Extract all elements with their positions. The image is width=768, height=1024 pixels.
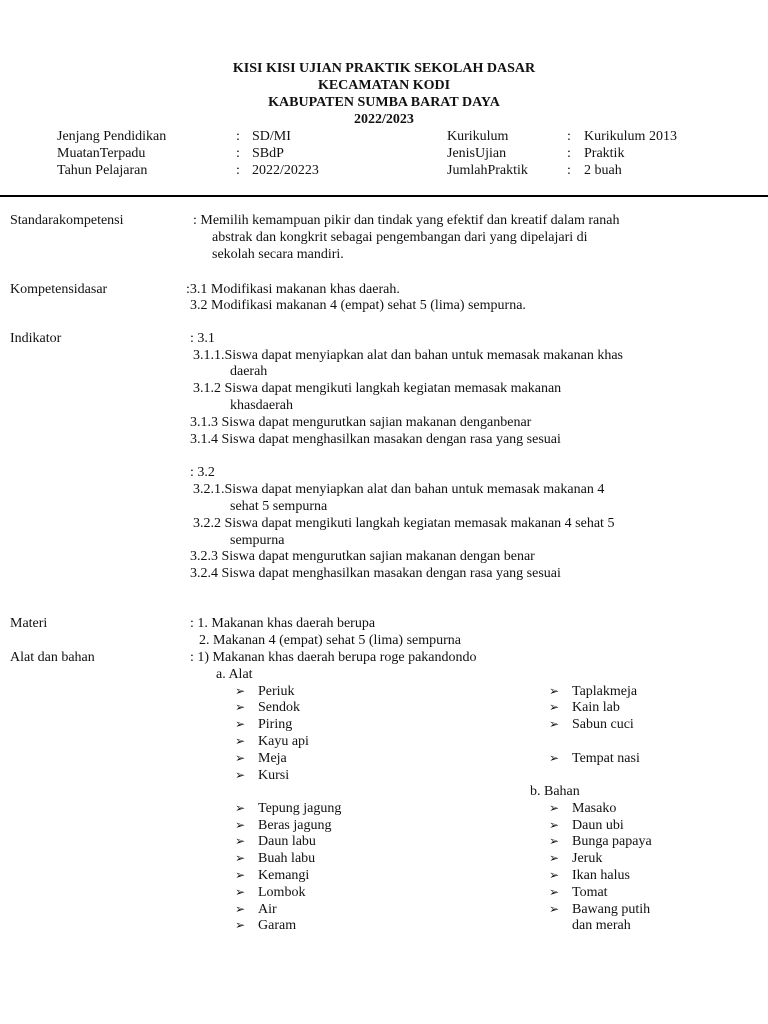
arrow-bullet-icon: ➢ bbox=[235, 902, 246, 916]
list-item: Beras jagung bbox=[258, 818, 332, 833]
list-item: Kursi bbox=[258, 768, 290, 783]
list-item: Kemangi bbox=[258, 868, 310, 883]
arrow-bullet-icon: ➢ bbox=[235, 918, 246, 932]
materi-label: Materi bbox=[10, 616, 48, 631]
arrow-bullet-icon: ➢ bbox=[235, 818, 246, 832]
materi-item: 2. Makanan 4 (empat) sehat 5 (lima) sempurna bbox=[199, 633, 462, 648]
list-item: Jeruk bbox=[572, 851, 603, 866]
arrow-bullet-icon: ➢ bbox=[549, 700, 560, 714]
list-item: Tempat nasi bbox=[572, 751, 640, 766]
arrow-bullet-icon: ➢ bbox=[549, 818, 560, 832]
info-separator: : bbox=[236, 146, 240, 161]
list-item: Sabun cuci bbox=[572, 717, 634, 732]
list-item: Taplakmeja bbox=[572, 684, 638, 699]
indikator-item: sempurna bbox=[230, 533, 285, 548]
indikator-heading: : 3.1 bbox=[190, 331, 215, 346]
info-label: Tahun Pelajaran bbox=[57, 163, 148, 178]
info-separator: : bbox=[236, 163, 240, 178]
list-item: Daun labu bbox=[258, 834, 316, 849]
arrow-bullet-icon: ➢ bbox=[549, 801, 560, 815]
arrow-bullet-icon: ➢ bbox=[235, 885, 246, 899]
indikator-item: 3.1.1.Siswa dapat menyiapkan alat dan bahan untuk memasak makanan khas bbox=[193, 348, 623, 363]
indikator-heading: : 3.2 bbox=[190, 465, 215, 480]
info-label: Kurikulum bbox=[447, 129, 509, 144]
kd-item: 3.2 Modifikasi makanan 4 (empat) sehat 5 (lima) sempurna. bbox=[190, 298, 526, 313]
arrow-bullet-icon: ➢ bbox=[549, 751, 560, 765]
list-item: Tepung jagung bbox=[258, 801, 342, 816]
title-line-1: KISI KISI UJIAN PRAKTIK SEKOLAH DASAR bbox=[232, 61, 536, 76]
info-value: SBdP bbox=[252, 146, 284, 161]
list-item: Ikan halus bbox=[572, 868, 630, 883]
sk-text: abstrak dan kongkrit sebagai pengembangan dari yang dipelajari di bbox=[212, 230, 588, 245]
arrow-bullet-icon: ➢ bbox=[235, 684, 246, 698]
materi-item: : 1. Makanan khas daerah berupa bbox=[190, 616, 376, 631]
arrow-bullet-icon: ➢ bbox=[549, 885, 560, 899]
arrow-bullet-icon: ➢ bbox=[549, 684, 560, 698]
arrow-bullet-icon: ➢ bbox=[549, 851, 560, 865]
list-item: Masako bbox=[572, 801, 617, 816]
info-label: Jenjang Pendidikan bbox=[57, 129, 167, 144]
indikator-label: Indikator bbox=[10, 331, 62, 346]
info-separator: : bbox=[567, 163, 571, 178]
info-value: Kurikulum 2013 bbox=[584, 129, 677, 144]
kd-item: :3.1 Modifikasi makanan khas daerah. bbox=[186, 282, 400, 297]
info-separator: : bbox=[567, 129, 571, 144]
sk-label: Standarakompetensi bbox=[10, 213, 124, 228]
arrow-bullet-icon: ➢ bbox=[549, 834, 560, 848]
list-item: Piring bbox=[258, 717, 293, 732]
arrow-bullet-icon: ➢ bbox=[235, 768, 246, 782]
info-label: MuatanTerpadu bbox=[57, 146, 146, 161]
arrow-bullet-icon: ➢ bbox=[235, 801, 246, 815]
title-line-3: KABUPATEN SUMBA BARAT DAYA bbox=[268, 95, 500, 110]
info-separator: : bbox=[236, 129, 240, 144]
sk-text: sekolah secara mandiri. bbox=[212, 247, 344, 262]
list-item-continuation: dan merah bbox=[572, 918, 631, 933]
indikator-item: 3.2.1.Siswa dapat menyiapkan alat dan bahan untuk memasak makanan 4 bbox=[193, 482, 605, 497]
arrow-bullet-icon: ➢ bbox=[235, 717, 246, 731]
kd-label: Kompetensidasar bbox=[10, 282, 108, 297]
arrow-bullet-icon: ➢ bbox=[235, 751, 246, 765]
info-label: JenisUjian bbox=[447, 146, 507, 161]
list-item: Meja bbox=[258, 751, 287, 766]
alat-bahan-label: Alat dan bahan bbox=[10, 650, 95, 665]
list-item: Bawang putih bbox=[572, 902, 651, 917]
arrow-bullet-icon: ➢ bbox=[549, 717, 560, 731]
list-item: Garam bbox=[258, 918, 297, 933]
list-item: Periuk bbox=[258, 684, 295, 699]
arrow-bullet-icon: ➢ bbox=[549, 902, 560, 916]
list-item: Daun ubi bbox=[572, 818, 624, 833]
bahan-heading: b. Bahan bbox=[530, 784, 580, 799]
info-value: Praktik bbox=[584, 146, 625, 161]
header-divider bbox=[0, 195, 768, 197]
info-value: SD/MI bbox=[252, 129, 291, 144]
indikator-item: 3.2.3 Siswa dapat mengurutkan sajian makanan dengan benar bbox=[190, 549, 535, 564]
indikator-item: khasdaerah bbox=[230, 398, 293, 413]
list-item: Sendok bbox=[258, 700, 300, 715]
indikator-item: sehat 5 sempurna bbox=[230, 499, 328, 514]
title-year: 2022/2023 bbox=[354, 112, 414, 127]
list-item: Lombok bbox=[258, 885, 306, 900]
info-value: 2 buah bbox=[584, 163, 622, 178]
list-item: Kain lab bbox=[572, 700, 620, 715]
arrow-bullet-icon: ➢ bbox=[235, 734, 246, 748]
arrow-bullet-icon: ➢ bbox=[235, 851, 246, 865]
indikator-item: 3.1.3 Siswa dapat mengurutkan sajian makanan denganbenar bbox=[190, 415, 532, 430]
title-line-2: KECAMATAN KODI bbox=[317, 78, 451, 93]
indikator-item: daerah bbox=[230, 364, 268, 379]
info-separator: : bbox=[567, 146, 571, 161]
info-label: JumlahPraktik bbox=[447, 163, 528, 178]
indikator-item: 3.1.2 Siswa dapat mengikuti langkah kegiatan memasak makanan bbox=[193, 381, 562, 396]
alat-bahan-intro: : 1) Makanan khas daerah berupa roge pakandondo bbox=[190, 650, 477, 665]
sk-text: : Memilih kemampuan pikir dan tindak yang efektif dan kreatif dalam ranah bbox=[193, 213, 620, 228]
arrow-bullet-icon: ➢ bbox=[235, 834, 246, 848]
list-item: Kayu api bbox=[258, 734, 309, 749]
list-item: Buah labu bbox=[258, 851, 316, 866]
alat-heading: a. Alat bbox=[216, 667, 253, 682]
list-item: Air bbox=[258, 902, 277, 917]
arrow-bullet-icon: ➢ bbox=[549, 868, 560, 882]
arrow-bullet-icon: ➢ bbox=[235, 868, 246, 882]
indikator-item: 3.2.2 Siswa dapat mengikuti langkah kegiatan memasak makanan 4 sehat 5 bbox=[193, 516, 615, 531]
list-item: Tomat bbox=[572, 885, 608, 900]
list-item: Bunga papaya bbox=[572, 834, 652, 849]
indikator-item: 3.2.4 Siswa dapat menghasilkan masakan dengan rasa yang sesuai bbox=[190, 566, 561, 581]
arrow-bullet-icon: ➢ bbox=[235, 700, 246, 714]
indikator-item: 3.1.4 Siswa dapat menghasilkan masakan dengan rasa yang sesuai bbox=[190, 432, 561, 447]
info-value: 2022/20223 bbox=[252, 163, 319, 178]
